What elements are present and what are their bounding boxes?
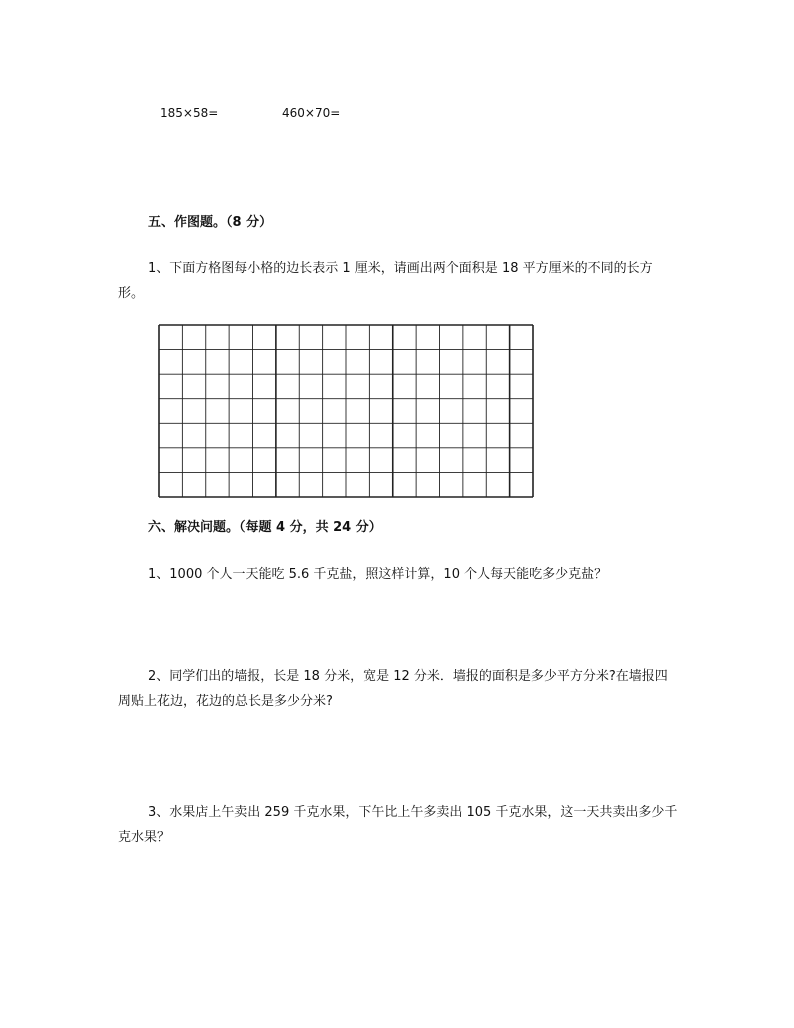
section-6-question-2 [118, 664, 678, 714]
section-6-question-1 [118, 562, 678, 587]
section-6-question-2-text: 2、同学们出的墙报，长是 18 分米，宽是 12 分米．墙报的面积是多少平方分米?在墙报四周贴上花边，花边的总长是多少分米? [118, 669, 668, 709]
section-5-question-1 [118, 256, 678, 306]
grid-svg [158, 324, 534, 498]
section-6-question-3 [118, 800, 678, 850]
section-6-title: 六、解决问题。（每题 4 分，共 24 分） [148, 520, 382, 535]
calc-item-1: 185×58= [160, 106, 219, 120]
section-5-question-1-text: 1、下面方格图每小格的边长表示 1 厘米，请画出两个面积是 18 平方厘米的不同的长方形。 [118, 261, 653, 301]
section-5-title: 五、作图题。（8 分） [148, 215, 273, 230]
section-6-question-3-text: 3、水果店上午卖出 259 千克水果，下午比上午多卖出 105 千克水果，这一天共卖出多少千克水果？ [118, 805, 678, 845]
section-6-question-1-text: 1、1000 个人一天能吃 5.6 千克盐，照这样计算，10 个人每天能吃多少克盐？ [148, 567, 608, 582]
square-grid [158, 324, 534, 498]
calc-item-2: 460×70= [282, 106, 341, 120]
